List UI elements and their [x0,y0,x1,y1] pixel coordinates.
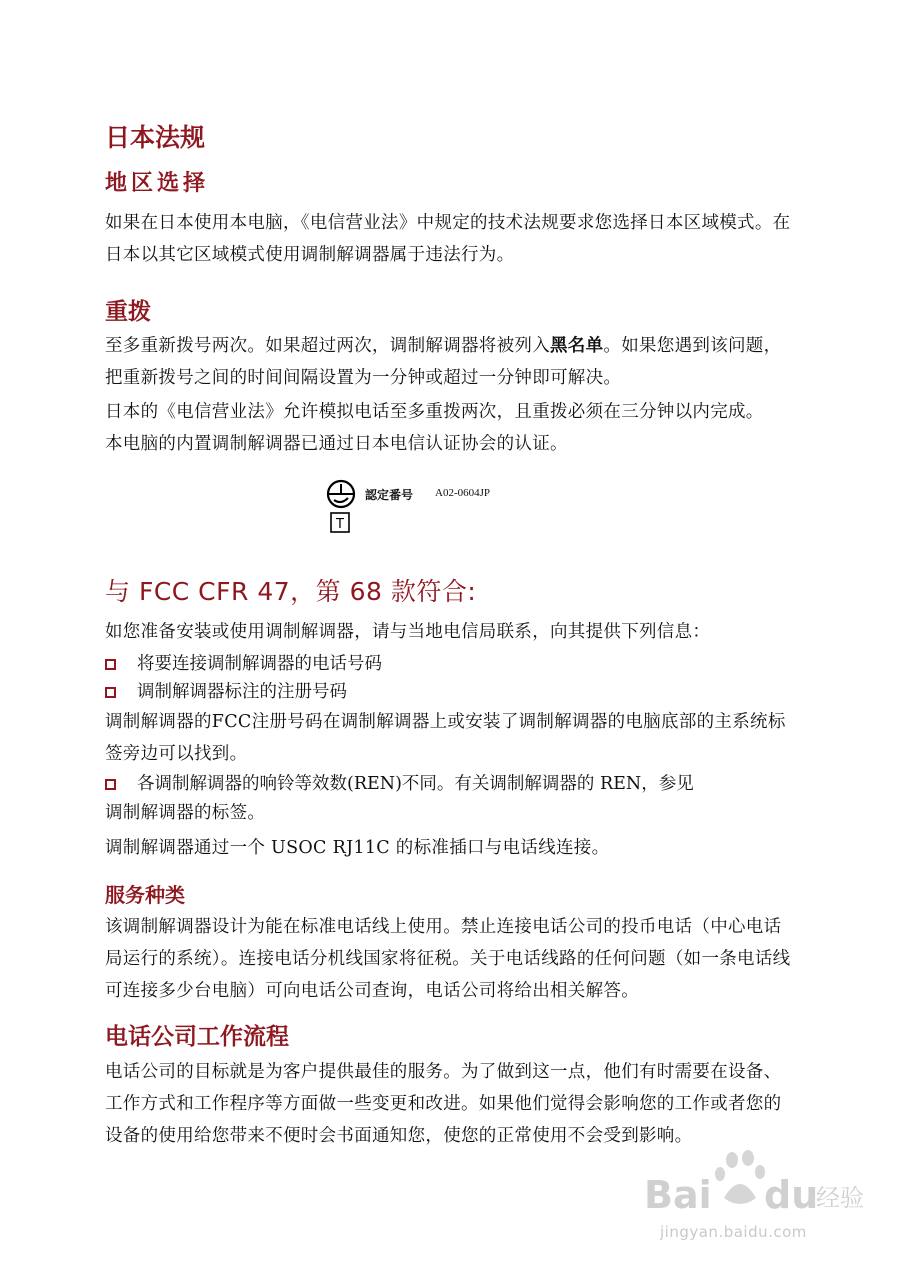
fcc-registration-note: 调制解调器的FCC注册号码在调制解调器上或安装了调制解调器的电脑底部的主系统标签旁边可以找到。 [105,712,786,764]
certification-letter: T [336,517,344,532]
blacklist-term: 黑名单 [550,336,604,356]
redial-paragraph-2: 日本的《电信营业法》允许模拟电话至多重拨两次，且重拨必须在三分钟以内完成。 [105,402,764,422]
fcc-intro: 如您准备安装或使用调制解调器，请与当地电信局联系，向其提供下列信息： [105,622,711,642]
redial-text-before: 至多重新拨号两次。如果超过两次，调制解调器将被列入 [105,336,550,356]
svg-text:du: du [764,1173,819,1217]
heading-redial: 重拨 [105,299,151,325]
certification-mark [326,478,536,538]
service-type-paragraph: 该调制解调器设计为能在标准电话线上使用。禁止连接电话公司的投币电话（中心电话局运行的系统）。连接电话分机线国家将征税。关于电话线路的任何问题（如一条电话线可连接多少台电脑）可向电话公司查询，电话公司将给出相关解答。 [105,917,791,1001]
region-select-paragraph: 如果在日本使用本电脑，《电信营业法》中规定的技术法规要求您选择日本区域模式。在日本以其它区域模式使用调制解调器属于违法行为。 [105,213,791,265]
fcc-bullet-2-text: 调制解调器标注的注册号码 [137,682,347,702]
heading-service-type: 服务种类 [105,883,185,907]
redial-paragraph-3: 本电脑的内置调制解调器已通过日本电信认证协会的认证。 [105,434,568,454]
heading-region-select: 地区选择 [105,171,210,196]
heading-phone-company-process: 电话公司工作流程 [105,1024,289,1050]
certification-label: 認定番号 [365,488,414,502]
baidu-paw-logo [640,1150,870,1222]
heading-japan-regulations: 日本法规 [105,123,206,152]
fcc-bullet-3-continuation: 调制解调器的标签。 [105,803,266,823]
certification-number: A02-0604JP [435,487,491,499]
svg-text:经验: 经验 [816,1184,864,1212]
redial-text-after: 。如果您遇到该问题，把重新拨号之间的时间间隔设置为一分钟或超过一分钟即可解决。 [105,336,782,388]
heading-fcc: 与 FCC CFR 47，第 68 款符合: [105,577,477,606]
checkbox-bullet-icon [105,779,116,790]
checkbox-bullet-icon [105,659,116,670]
svg-text:Bai: Bai [644,1173,712,1217]
fcc-bullet-2 [105,678,347,706]
fcc-bullet-3 [105,770,694,798]
fcc-bullet-3-text: 各调制解调器的响铃等效数(REN)不同。有关调制解调器的 REN，参见 [137,774,694,794]
fcc-bullet-1-text: 将要连接调制解调器的电话号码 [137,654,382,674]
phone-company-process-paragraph: 电话公司的目标就是为客户提供最佳的服务。为了做到这一点，他们有时需要在设备、工作方式和工作程序等方面做一些变更和改进。如果他们觉得会影响您的工作或者您的设备的使用给您带来不便时会书面通知您，使您的正常使用不会受到影响。 [105,1062,782,1146]
baidu-watermark [640,1150,870,1260]
fcc-bullet-1 [105,650,382,678]
watermark-site: jingyan.baidu.com [660,1223,807,1241]
certification-logo [326,478,362,536]
fcc-connection: 调制解调器通过一个 USOC RJ11C 的标准插口与电话线连接。 [105,838,610,858]
checkbox-bullet-icon [105,687,116,698]
redial-paragraph-1 [105,330,795,394]
